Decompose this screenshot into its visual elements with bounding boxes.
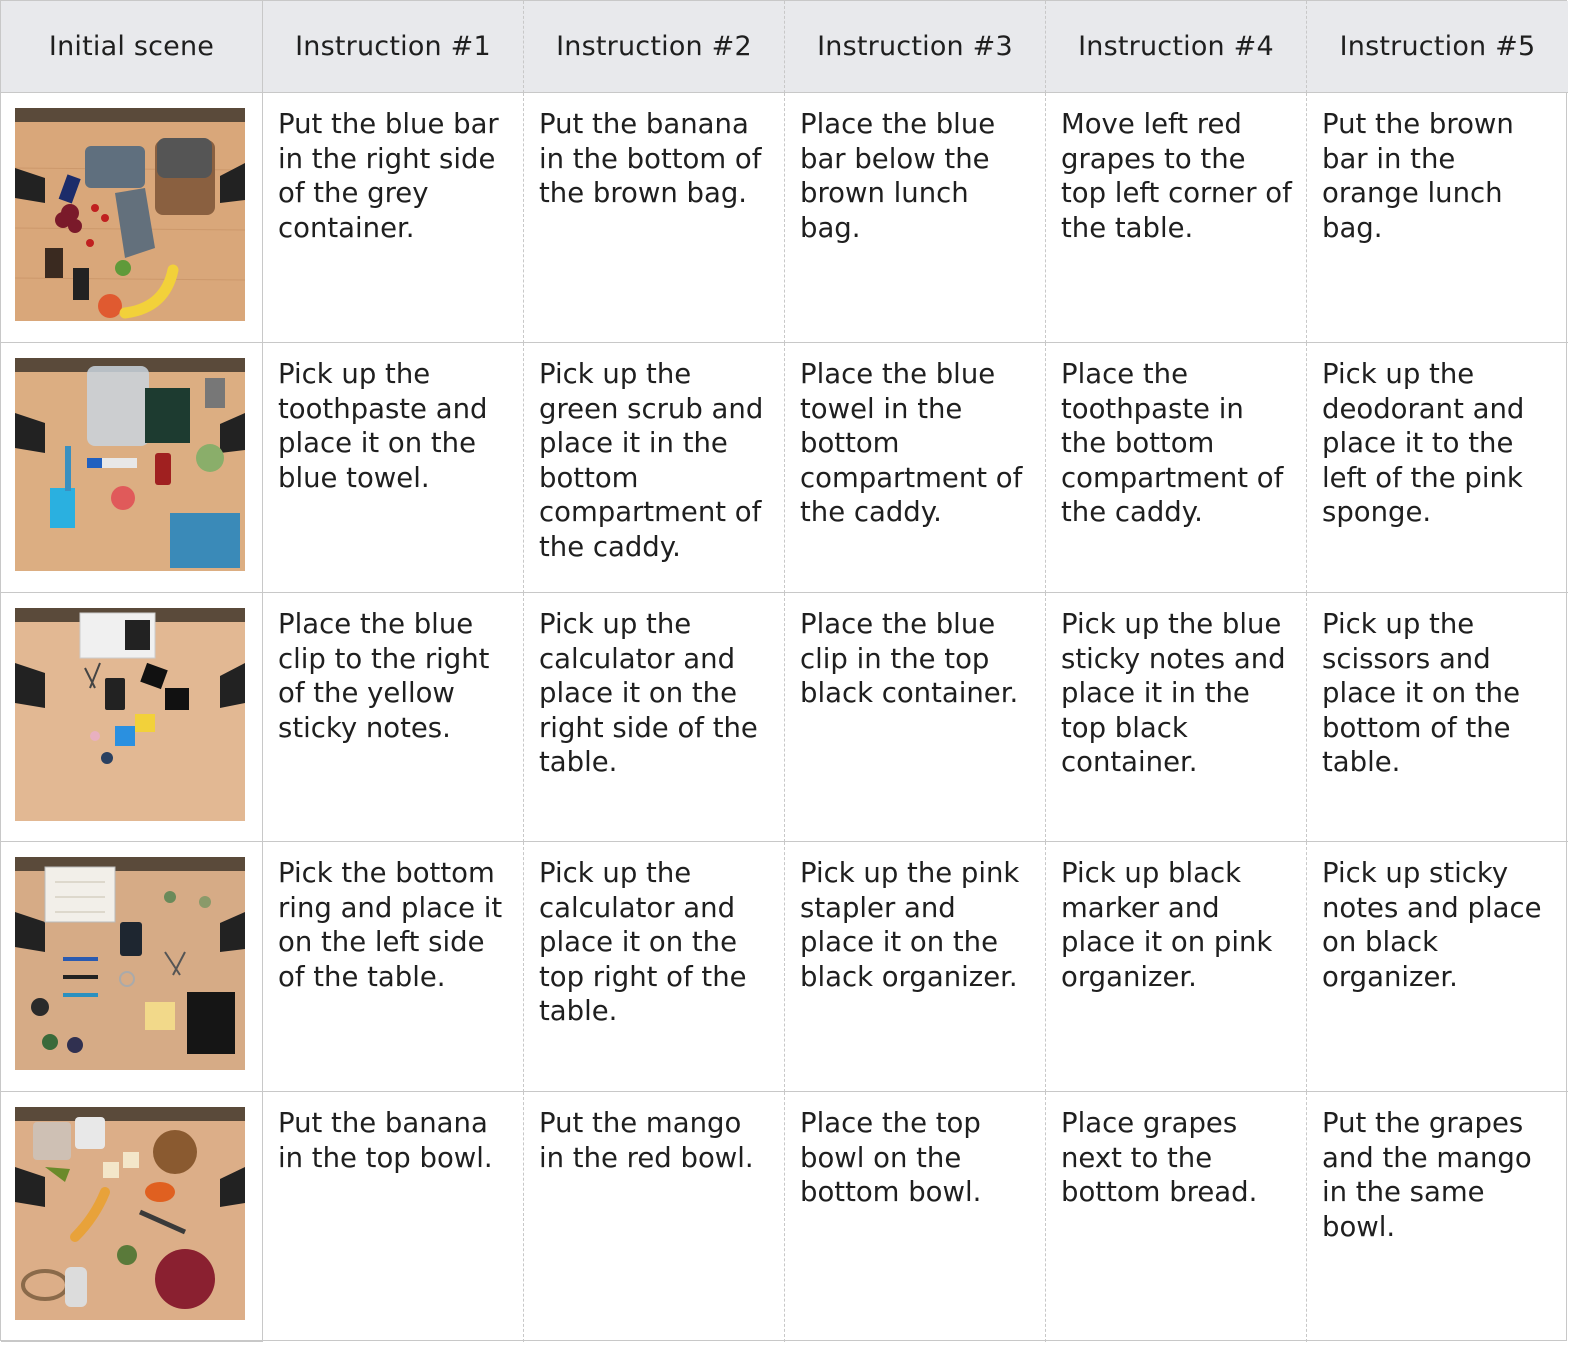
table-cell-r1-c1: Put the blue bar in the right side of the grey container. [262, 93, 523, 343]
table-cell-r2-c1: Pick up the toothpaste and place it on the blue towel. [262, 343, 523, 593]
table-cell-r4-c5: Pick up sticky notes and place on black organizer. [1306, 842, 1568, 1092]
table-cell-r3-c2: Pick up the calculator and place it on the right side of the table. [523, 593, 784, 842]
table-cell-r4-c4: Pick up black marker and place it on pink organizer. [1045, 842, 1306, 1092]
table-cell-r1-c2: Put the banana in the bottom of the brown bag. [523, 93, 784, 343]
header-instruction-3: Instruction #3 [784, 1, 1045, 93]
table-cell-r1-c4: Move left red grapes to the top left corner of the table. [1045, 93, 1306, 343]
table-cell-r5-c5: Put the grapes and the mango in the same bowl. [1306, 1092, 1568, 1342]
table-cell-r2-c3: Place the blue towel in the bottom compartment of the caddy. [784, 343, 1045, 593]
table-row-5-scene [1, 1092, 262, 1342]
header-initial-scene: Initial scene [1, 1, 262, 93]
kitchen-scene-image [15, 1107, 245, 1320]
table-cell-r2-c4: Place the toothpaste in the bottom compartment of the caddy. [1045, 343, 1306, 593]
table-row-1-scene [1, 93, 262, 343]
table-cell-r4-c2: Pick up the calculator and place it on the top right of the table. [523, 842, 784, 1092]
table-cell-r1-c5: Put the brown bar in the orange lunch bag. [1306, 93, 1568, 343]
table-cell-r2-c5: Pick up the deodorant and place it to the left of the pink sponge. [1306, 343, 1568, 593]
table-row-4-scene [1, 842, 262, 1092]
table-row-2-scene [1, 343, 262, 593]
desk-organizer-scene-image [15, 857, 245, 1070]
table-cell-r3-c5: Pick up the scissors and place it on the bottom of the table. [1306, 593, 1568, 842]
table-cell-r2-c2: Pick up the green scrub and place it in the bottom compartment of the caddy. [523, 343, 784, 593]
table-row-3-scene [1, 593, 262, 842]
table-cell-r5-c4: Place grapes next to the bottom bread. [1045, 1092, 1306, 1342]
table-cell-r3-c3: Place the blue clip in the top black container. [784, 593, 1045, 842]
table-cell-r3-c1: Place the blue clip to the right of the yellow sticky notes. [262, 593, 523, 842]
table-cell-r1-c3: Place the blue bar below the brown lunch bag. [784, 93, 1045, 343]
table-cell-r5-c3: Place the top bowl on the bottom bowl. [784, 1092, 1045, 1342]
table-cell-r4-c3: Pick up the pink stapler and place it on the black organizer. [784, 842, 1045, 1092]
table-cell-r5-c1: Put the banana in the top bowl. [262, 1092, 523, 1342]
office-scene-image [15, 608, 245, 821]
bathroom-scene-image [15, 358, 245, 571]
header-instruction-4: Instruction #4 [1045, 1, 1306, 93]
table-cell-r3-c4: Pick up the blue sticky notes and place it in the top black container. [1045, 593, 1306, 842]
lunch-scene-image [15, 108, 245, 321]
table-cell-r5-c2: Put the mango in the red bowl. [523, 1092, 784, 1342]
header-instruction-1: Instruction #1 [262, 1, 523, 93]
header-instruction-2: Instruction #2 [523, 1, 784, 93]
header-instruction-5: Instruction #5 [1306, 1, 1568, 93]
table-cell-r4-c1: Pick the bottom ring and place it on the left side of the table. [262, 842, 523, 1092]
